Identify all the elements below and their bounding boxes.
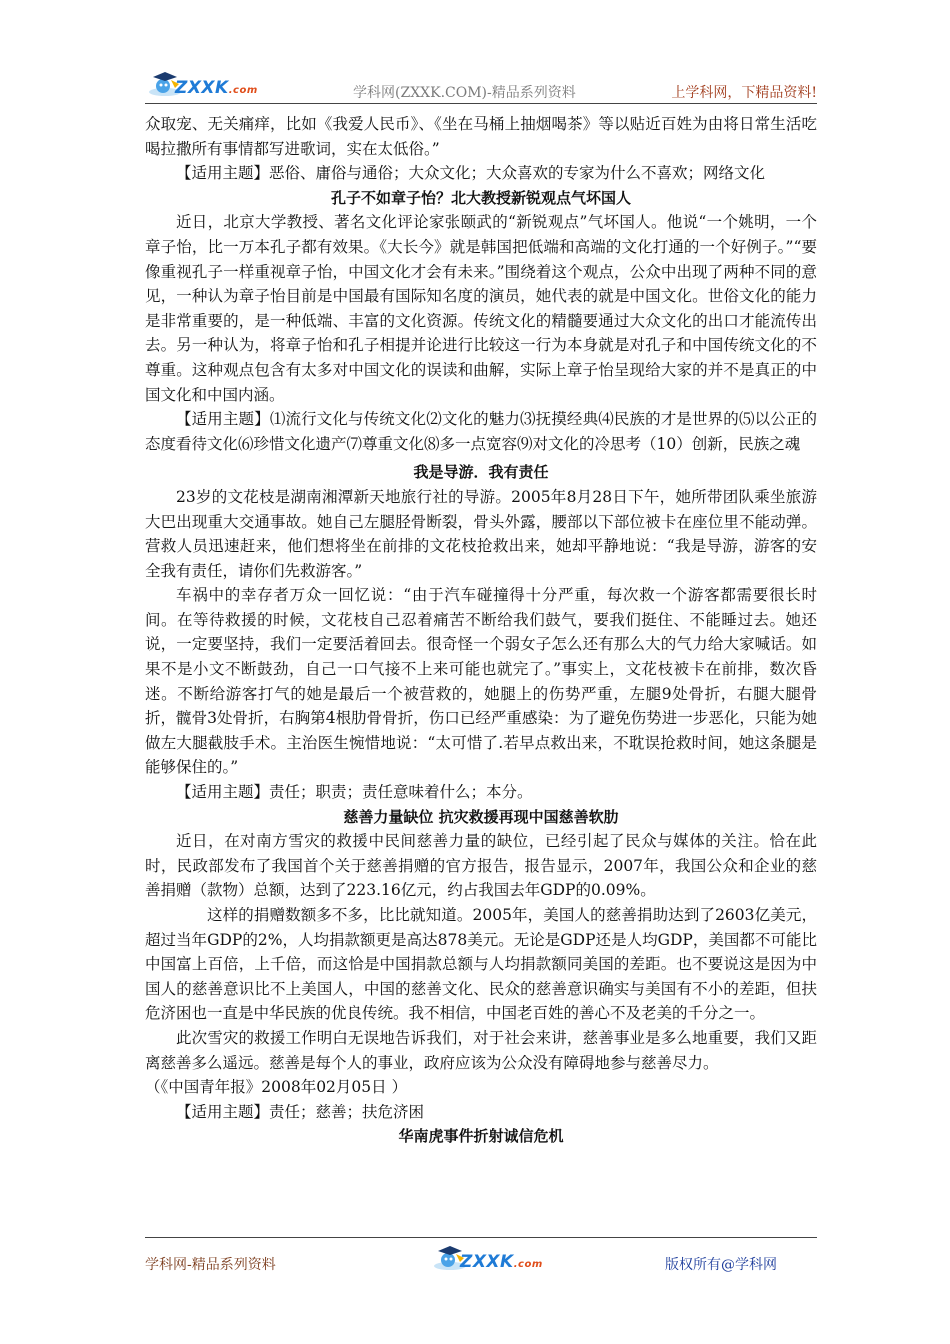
footer-divider (145, 1237, 817, 1238)
paragraph: 众取宠、无关痛痒，比如《我爱人民币》、《坐在马桶上抽烟喝茶》等以贴近百姓为由将日常生活吃喝拉撒所有事情都写进歌词，实在太低俗。” (145, 115, 817, 158)
paragraph: 23岁的文花枝是湖南湘潭新天地旅行社的导游。2005年8月28日下午，她所带团队乘坐旅游大巴出现重大交通事故。她自己左腿胫骨断裂，骨头外露，腰部以下部位被卡在座位里不能动弹。营救人员迅速赶来，他们想将坐在前排的文花枝抢救出来，她却平静地说：“我是导游，游客的安全我有责任，请你们先救游客。” (145, 487, 817, 580)
zxxk-logo (145, 68, 258, 102)
section-title: 慈善力量缺位 抗灾救援再现中国慈善软肋 (343, 807, 619, 826)
zxxk-footer-logo (430, 1242, 543, 1276)
logo-text: ZXXK.com (460, 1252, 543, 1272)
section-title: 孔子不如章子怡？北大教授新锐观点气坏国人 (330, 188, 631, 207)
page-header (145, 68, 817, 104)
header-center-text: 学科网(ZXXK.COM)-精品系列资料 (353, 85, 576, 101)
footer-right-text: 版权所有@学科网 (665, 1257, 777, 1273)
theme-line: 【适用主题】⑴流行文化与传统文化⑵文化的魅力⑶抚摸经典⑷民族的才是世界的⑸以公正的态度看待文化⑹珍惜文化遗产⑺尊重文化⑻多一点宽容⑼对文化的冷思考（10）创新，民族之魂 (145, 410, 817, 453)
source-citation: （《中国青年报》2008年02月05日 ） (145, 1078, 408, 1097)
section-title: 我是导游．我有责任 (413, 463, 549, 482)
theme-line: 【适用主题】恶俗、庸俗与通俗；大众文化；大众喜欢的专家为什么不喜欢；网络文化 (176, 164, 766, 183)
paragraph: 近日，在对南方雪灾的救援中民间慈善力量的缺位，已经引起了民众与媒体的关注。恰在此时，民政部发布了我国首个关于慈善捐赠的官方报告，报告显示，2007年，我国公众和企业的慈善捐赠（款物）总额，达到了223.16亿元，约占我国去年GDP的0.09%。 (145, 832, 817, 900)
page-footer (145, 1242, 817, 1278)
section-title: 华南虎事件折射诚信危机 (398, 1127, 564, 1146)
footer-left-text: 学科网-精品系列资料 (145, 1257, 276, 1273)
header-divider (145, 103, 817, 104)
paragraph: 这样的捐赠数额多不多，比比就知道。2005年，美国人的慈善捐助达到了2603亿美元，超过当年GDP的2%，人均捐款额更是高达878美元。无论是GDP还是人均GDP，美国都不可能比中国富上百倍，上千倍，而这恰是中国捐款总额与人均捐款额同美国的差距。也不要说这是因为中国人的慈善意识比不上美国人，中国的慈善文化、民众的慈善意识确实与美国有不小的差距，但扶危济困也一直是中华民族的优良传统。我不相信，中国老百姓的善心不及老美的千分之一。 (145, 906, 817, 1023)
document-body (145, 112, 817, 1149)
paragraph: 车祸中的幸存者万众一回忆说：“由于汽车碰撞得十分严重，每次救一个游客都需要很长时间。在等待救援的时候，文花枝自己忍着痛苦不断给我们鼓气，要我们挺住、不能睡过去。她还说，一定要坚持，我们一定要活着回去。很奇怪一个弱女子怎么还有那么大的气力给大家喊话。如果不是小文不断鼓劲，自己一口气接不上来可能也就完了。”事实上，文花枝被卡在前排，数次昏迷。不断给游客打气的她是最后一个被营救的，她腿上的伤势严重，左腿9处骨折，右腿大腿骨折，髋骨3处骨折，右胸第4根肋骨骨折，伤口已经严重感染：为了避免伤势进一步恶化，只能为她做左大腿截肢手术。主治医生惋惜地说：“太可惜了.若早点救出来，不耽误抢救时间，她这条腿是能够保住的。” (145, 586, 817, 777)
paragraph: 此次雪灾的救援工作明白无误地告诉我们，对于社会来讲，慈善事业是多么地重要，我们又距离慈善多么遥远。慈善是每个人的事业，政府应该为公众没有障碍地参与慈善尽力。 (145, 1028, 817, 1072)
theme-line: 【适用主题】责任；慈善；扶危济困 (176, 1102, 425, 1121)
theme-line: 【适用主题】责任；职责；责任意味着什么；本分。 (176, 783, 533, 802)
paragraph: 近日，北京大学教授、著名文化评论家张颐武的“新锐观点”气坏国人。他说“一个姚明，一个章子怡，比一万本孔子都有效果。《大长今》就是韩国把低端和高端的文化打通的一个好例子。”“要像重视孔子一样重视章子怡，中国文化才会有未来。”围绕着这个观点，公众中出现了两种不同的意见，一种认为章子怡目前是中国最有国际知名度的演员，她代表的就是中国文化。世俗文化的能力是非常重要的，是一种低端、丰富的文化资源。传统文化的精髓要通过大众文化的出口才能流传出去。另一种认为，将章子怡和孔子相提并论进行比较这一行为本身就是对孔子和中国传统文化的不尊重。这种观点包含有太多对中国文化的误读和曲解，实际上章子怡呈现给大家的并不是真正的中国文化和中国内涵。 (145, 213, 817, 404)
header-right-text: 上学科网，下精品资料! (671, 85, 817, 101)
logo-text: ZXXK.com (175, 78, 258, 98)
